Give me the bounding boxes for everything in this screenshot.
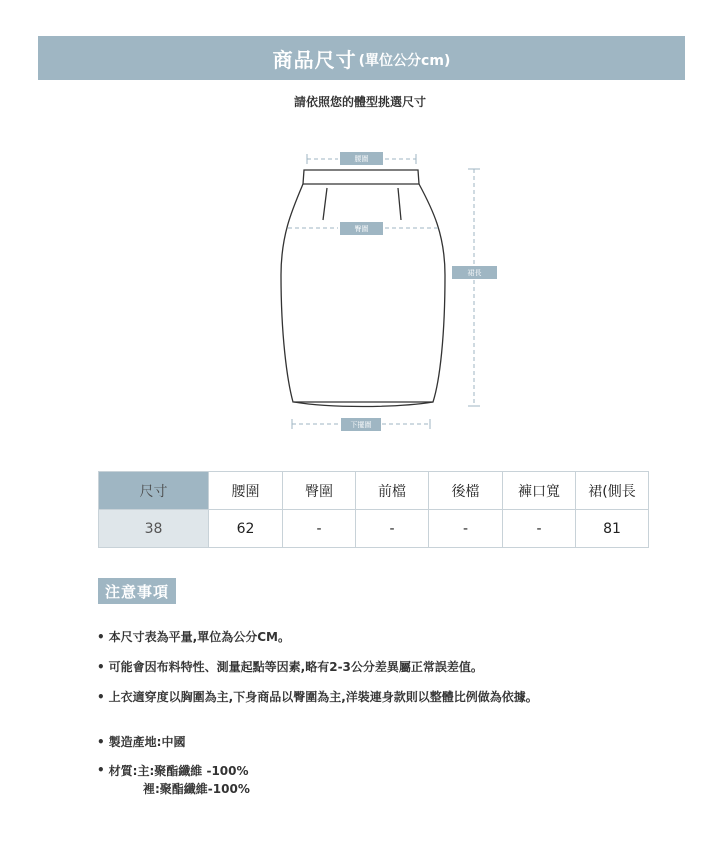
- skirt-diagram: [0, 140, 720, 440]
- material-item: [97, 761, 250, 797]
- note-text: 可能會因布料特性、測量起點等因素,略有2-3公分差異屬正常誤差值。: [108, 660, 483, 674]
- hip-label: 臀圍: [354, 225, 369, 233]
- cell-size: 38: [99, 510, 209, 548]
- note-item: [97, 688, 538, 705]
- origin-item: [97, 733, 185, 750]
- skirt-outline: [281, 170, 445, 407]
- note-item: [97, 628, 290, 645]
- material-lining: 裡:聚酯纖維-100%: [143, 781, 250, 796]
- header-bar: [38, 36, 685, 80]
- waist-label: 腰圍: [354, 155, 369, 163]
- header-waist: 腰圍: [209, 472, 283, 510]
- note-text: 上衣適穿度以胸圍為主,下身商品以臀圍為主,洋裝連身款則以整體比例做為依據。: [108, 690, 538, 704]
- cell-leg-opening: -: [503, 510, 576, 548]
- header-size: 尺寸: [99, 472, 209, 510]
- cell-front-rise: -: [356, 510, 429, 548]
- table-header-row: [99, 472, 649, 510]
- table-row: [99, 510, 649, 548]
- bullet: •: [97, 735, 105, 749]
- material-main: 主:聚酯纖維 -100%: [137, 763, 249, 778]
- material-label: 材質:: [108, 763, 138, 778]
- hem-label: 下擺圍: [350, 421, 372, 429]
- unit-note: (單位公分cm): [358, 53, 451, 69]
- cell-skirt-length: 81: [576, 510, 649, 548]
- size-table: [98, 471, 649, 548]
- cell-back-rise: -: [429, 510, 503, 548]
- cell-hip: -: [283, 510, 356, 548]
- header-front-rise: 前檔: [356, 472, 429, 510]
- notes-badge: 注意事項: [98, 578, 176, 604]
- header-hip: 臀圍: [283, 472, 356, 510]
- bullet: •: [97, 630, 105, 644]
- subtitle: 請依照您的體型挑選尺寸: [293, 95, 426, 109]
- note-text: 本尺寸表為平量,單位為公分CM。: [108, 630, 290, 644]
- length-label: 裙長: [467, 269, 482, 277]
- bullet: •: [97, 763, 105, 777]
- bullet: •: [97, 690, 105, 704]
- cell-waist: 62: [209, 510, 283, 548]
- origin-text: 製造產地:中國: [108, 735, 186, 749]
- header-back-rise: 後檔: [429, 472, 503, 510]
- bullet: •: [97, 660, 105, 674]
- header-leg-opening: 褲口寬: [503, 472, 576, 510]
- page-title: 商品尺寸: [272, 47, 357, 72]
- length-dimension: [468, 169, 480, 406]
- note-item: [97, 658, 483, 675]
- header-skirt-length: 裙(側長: [576, 472, 649, 510]
